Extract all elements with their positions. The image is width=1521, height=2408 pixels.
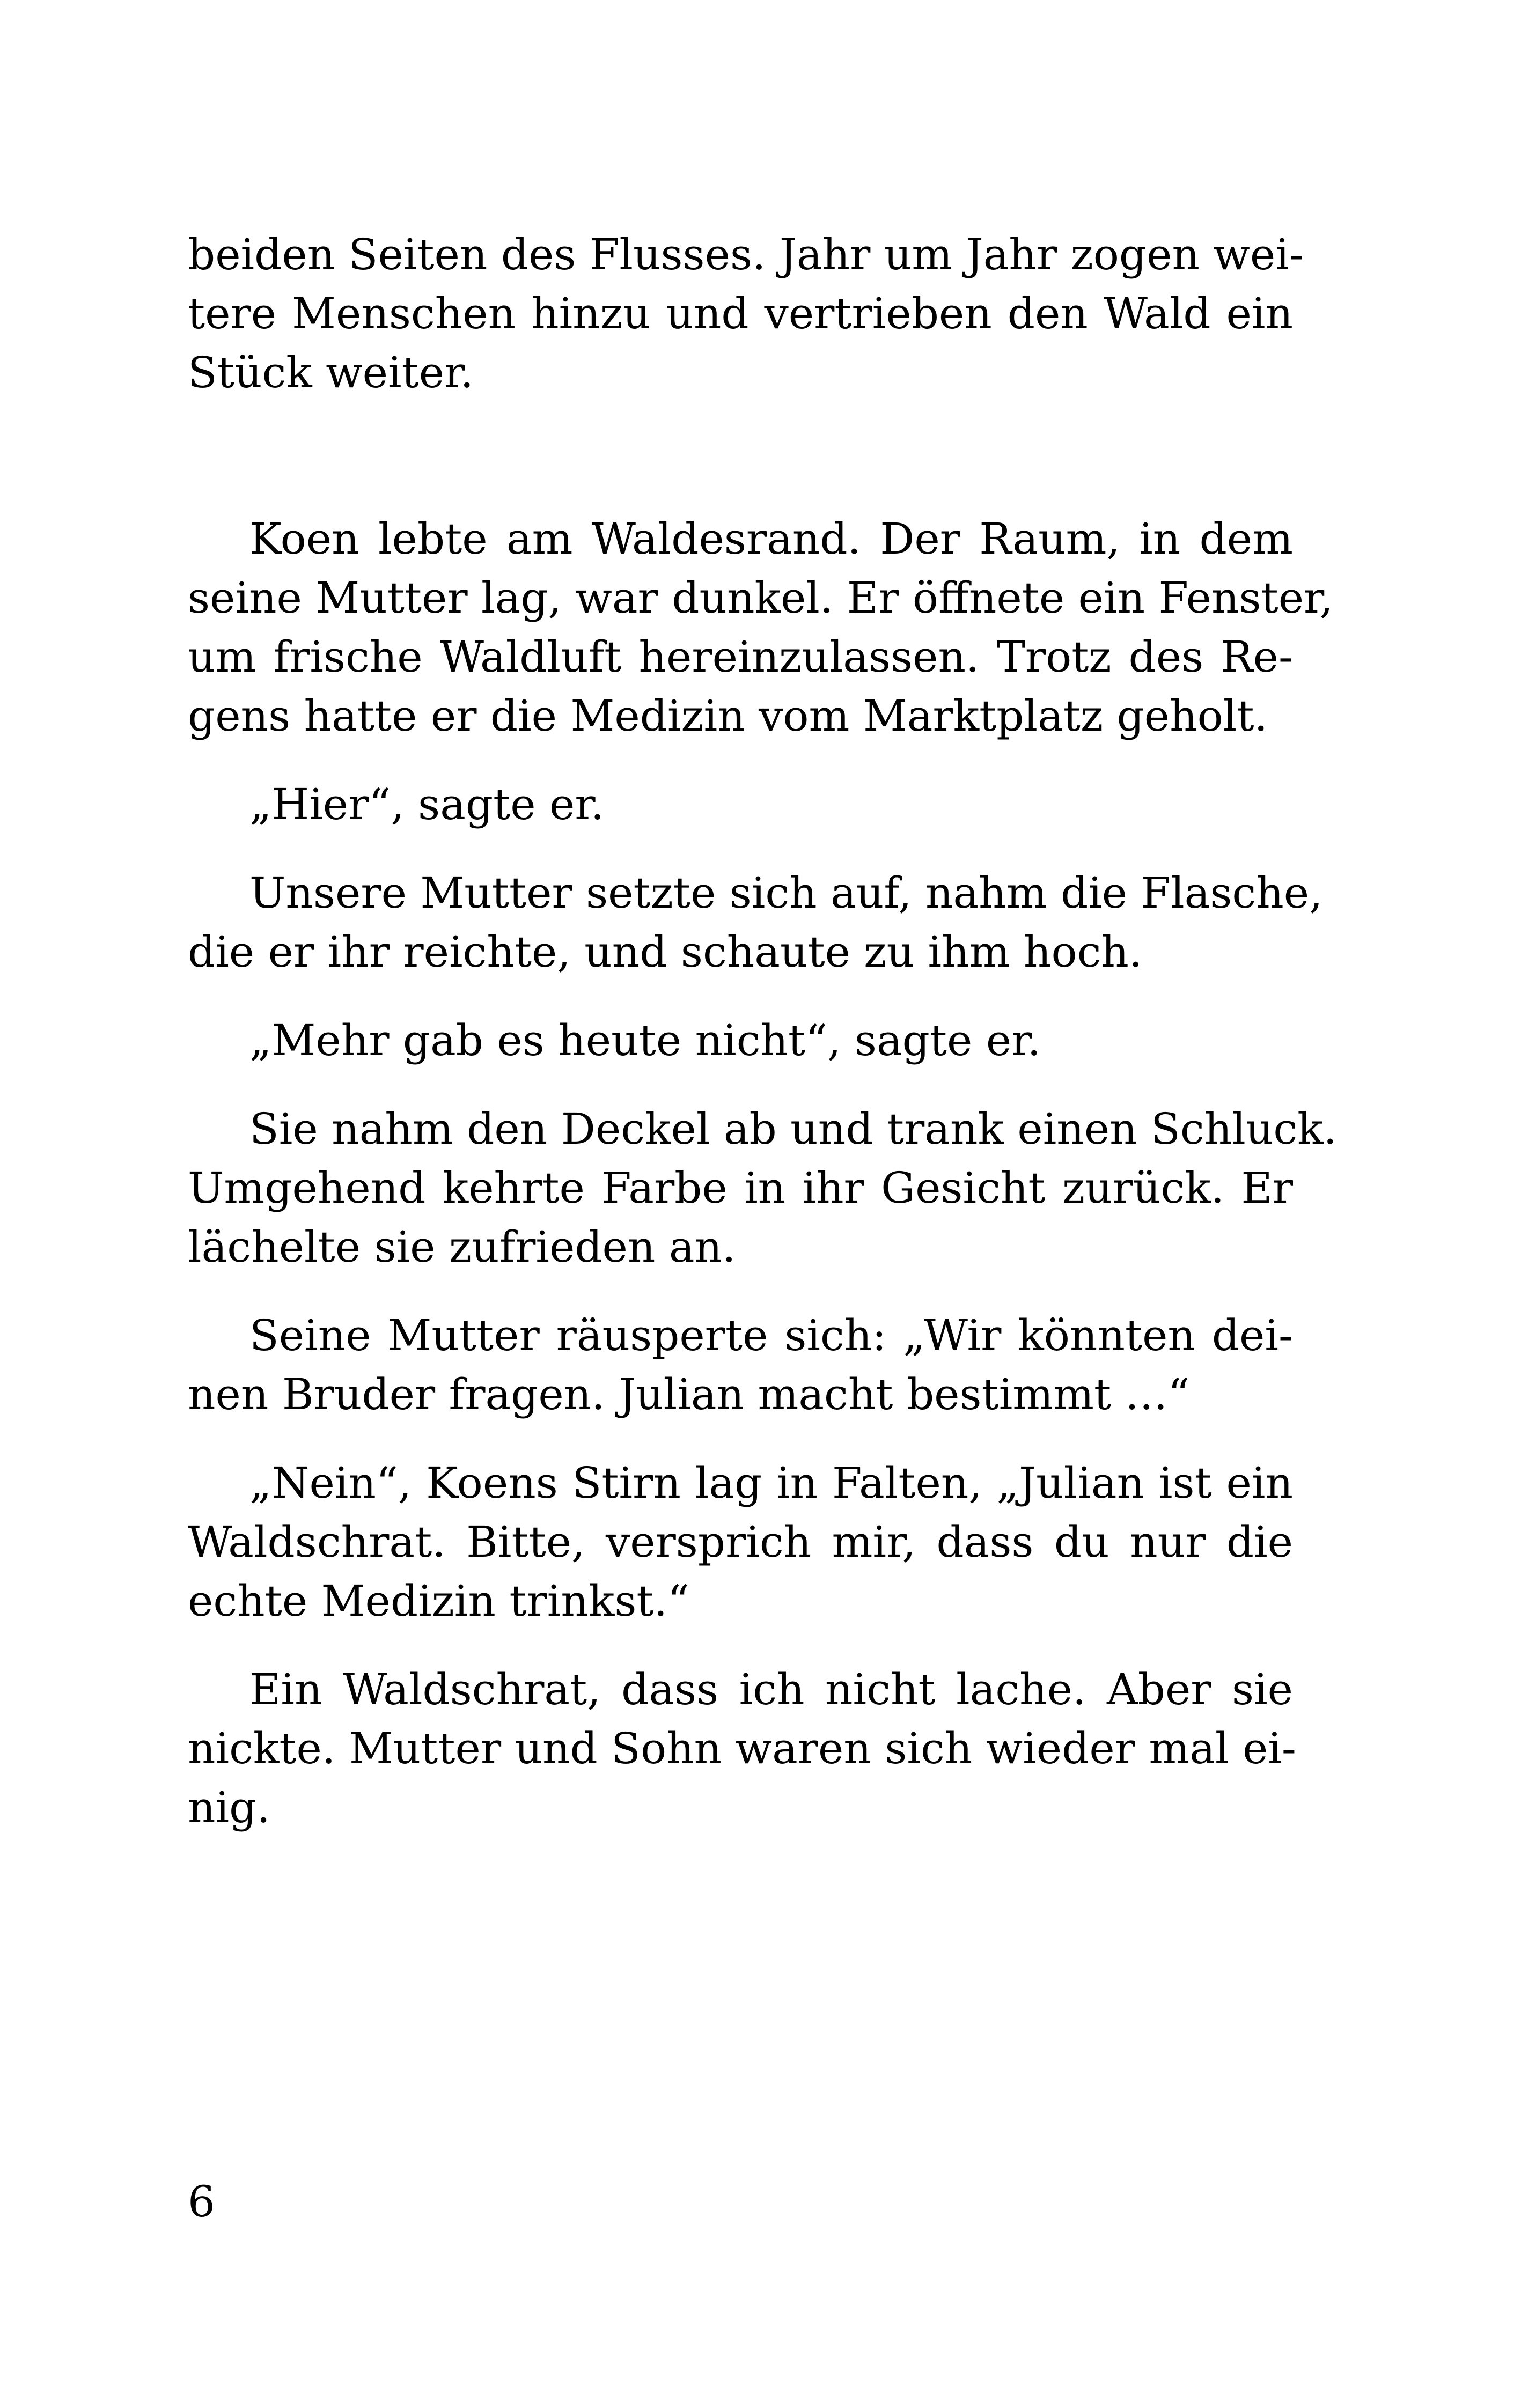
- paragraph: [188, 225, 1304, 402]
- text-line: seine Mutter lag, war dunkel. Er öffnete ein Fenster,: [188, 573, 1333, 623]
- paragraph: [188, 510, 1333, 746]
- text-line: „Hier“, sagte er.: [249, 779, 605, 829]
- text-line: Sie nahm den Deckel ab und trank einen Schluck.: [249, 1104, 1338, 1154]
- text-line: gens hatte er die Medizin vom Marktplatz geholt.: [188, 691, 1268, 741]
- paragraph-spacing: [188, 834, 1293, 864]
- paragraph: [188, 864, 1323, 982]
- paragraph-spacing: [188, 982, 1293, 1011]
- text-line: Umgehend kehrte Farbe in ihr Gesicht zurück. Er: [188, 1163, 1293, 1213]
- text-line: lächelte sie zufrieden an.: [188, 1222, 736, 1272]
- text-line: echte Medizin trinkst.“: [188, 1576, 689, 1626]
- paragraph: [188, 1660, 1296, 1837]
- paragraph-spacing: [188, 1631, 1293, 1660]
- text-line: um frische Waldluft hereinzulassen. Trotz des Re-: [188, 632, 1293, 682]
- paragraph: [188, 1100, 1338, 1277]
- paragraph: [188, 1454, 1293, 1631]
- paragraph-spacing: [188, 746, 1293, 775]
- text-line: Ein Waldschrat, dass ich nicht lache. Aber sie: [249, 1665, 1293, 1714]
- paragraph-spacing: [188, 1070, 1293, 1100]
- text-line: nig.: [188, 1783, 270, 1832]
- text-line: „Nein“, Koens Stirn lag in Falten, „Julian ist ein: [249, 1458, 1293, 1508]
- paragraph-spacing: [188, 1424, 1293, 1454]
- paragraph: [188, 775, 1293, 834]
- paragraph: [188, 1011, 1293, 1070]
- text-line: Koen lebte am Waldesrand. Der Raum, in dem: [249, 514, 1293, 564]
- paragraph-spacing: [188, 1277, 1293, 1306]
- text-line: nickte. Mutter und Sohn waren sich wieder mal ei-: [188, 1724, 1296, 1773]
- text-line: „Mehr gab es heute nicht“, sagte er.: [249, 1015, 1041, 1065]
- page-number: 6: [188, 2177, 215, 2227]
- text-line: die er ihr reichte, und schaute zu ihm hoch.: [188, 927, 1143, 977]
- text-line: Waldschrat. Bitte, versprich mir, dass du nur die: [188, 1517, 1293, 1567]
- body-text: [188, 225, 1338, 1837]
- scene-break: [188, 402, 1293, 510]
- text-line: beiden Seiten des Flusses. Jahr um Jahr zogen wei-: [188, 230, 1304, 279]
- text-line: Seine Mutter räusperte sich: „Wir könnten dei-: [249, 1310, 1293, 1360]
- text-line: tere Menschen hinzu und vertrieben den Wald ein: [188, 289, 1293, 338]
- text-line: Unsere Mutter setzte sich auf, nahm die Flasche,: [249, 868, 1323, 918]
- paragraph: [188, 1306, 1293, 1424]
- text-line: Stück weiter.: [188, 348, 474, 397]
- text-line: nen Bruder fragen. Julian macht bestimmt …“: [188, 1369, 1190, 1419]
